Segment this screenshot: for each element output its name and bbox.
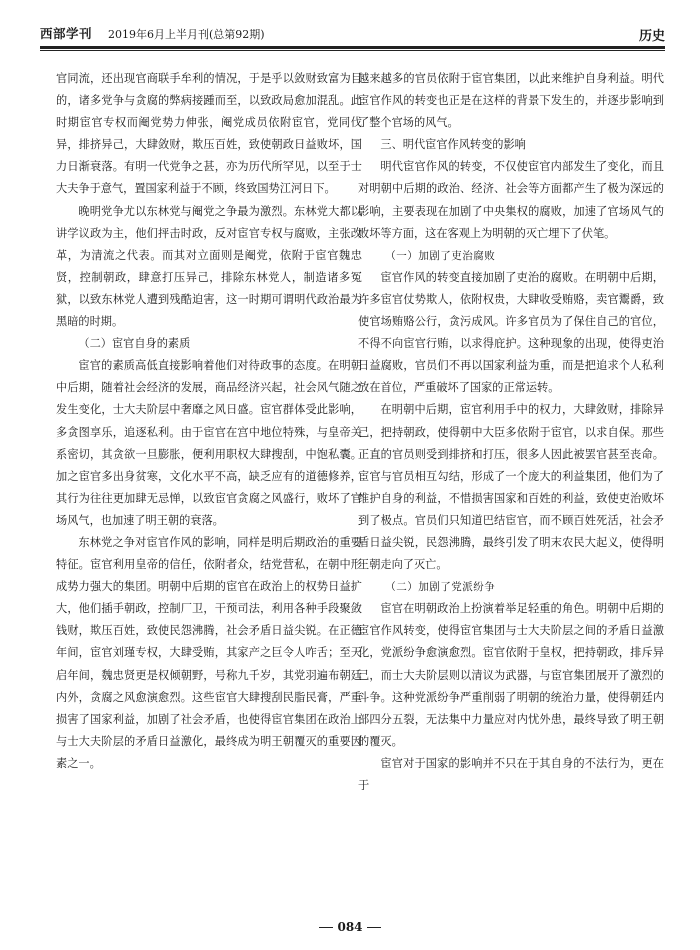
body-paragraph: 晚明党争尤以东林党与阉党之争最为激烈。东林党大都以讲学议政为主，他们抨击时政，反对宦官专权与腐败，主张改革，为清流之代表。而其对立面则是阉党，依附于宦官魏忠贤，控制朝政，肆意打压异己，排除东林党人，制造诸多冤狱，以致东林党人遭到残酷迫害，这一时期可谓明代政治最为黑暗的时期。 xyxy=(56,204,362,329)
body-paragraph: 东林党之争对宦官作风的影响，同样是明后期政治的重要特征。宦官利用皇帝的信任，依附者众，结党营私，在朝中形成势力强大的集团。明朝中后期的宦官在政治上的权势日益扩大，他们插手朝政，控制厂卫，干预司法，利用各种手段聚敛钱财，欺压百姓，致使民怨沸腾，社会矛盾日益尖锐。在正德年间，宦官刘瑾专权，大肆受贿，其家产之巨令人咋舌；至天启年间，魏忠贤更是权倾朝野，号称九千岁，其党羽遍布朝廷内外，贪腐之风愈演愈烈。这些宦官大肆搜刮民脂民膏，严重损害了国家利益，加剧了社会矛盾，也使得宦官集团在政治上与士大夫阶层的矛盾日益激化，最终成为明王朝覆灭的重要因素之一。 xyxy=(56,535,362,770)
page-header xyxy=(40,22,665,48)
page-footer xyxy=(0,920,700,934)
right-column xyxy=(358,68,664,916)
body-paragraph: 越来越多的官员依附于宦官集团，以此来维护自身利益。明代宦官作风的转变也正是在这样的背景下发生的，并逐步影响到了整个官场的风气。 xyxy=(358,72,664,130)
header-rule-thin xyxy=(40,50,665,51)
section-heading: （二）宦官自身的素质 xyxy=(78,337,191,351)
journal-name: 西部学刊 xyxy=(40,26,93,41)
body-paragraph: 官同流，还出现官商联手牟利的情况，于是乎以敛财致富为目的，诸多党争与贪腐的弊病接踵而至，以致政局愈加混乱。此时期宦官专权而阉党势力伸张，阉党成员依附宦官，党同伐异，排挤异己，大肆敛财，欺压百姓，致使朝政日益败坏，国力日渐衰落。有明一代党争之甚，亦为历代所罕见，以至于士大夫争于意气，置国家利益于不顾，终致国势江河日下。 xyxy=(56,72,362,196)
section-label: 历史 xyxy=(638,29,665,44)
subsection-heading: （二）加剧了党派纷争 xyxy=(385,581,496,594)
footer-dash-right xyxy=(367,927,381,928)
body-paragraph: 宦官在明朝政治上扮演着举足轻重的角色。明朝中后期的宦官作风转变，使得宦官集团与士大夫阶层之间的矛盾日益激化，党派纷争愈演愈烈。宦官依附于皇权，把持朝政，排斥异己，而士大夫阶层则以清议为武器，与宦官集团展开了激烈的斗争。这种党派纷争严重削弱了明朝的统治力量，使得朝廷内部四分五裂，无法集中力量应对内忧外患，最终导致了明王朝的覆灭。 xyxy=(358,602,664,748)
body-paragraph: 在明朝中后期，宦官利用手中的权力，大肆敛财，排除异己，把持朝政，使得朝中大臣多依附于宦官，以求自保。那些正直的官员则受到排挤和打压，很多人因此被罢官甚至丧命。宦官与官员相互勾结，形成了一个庞大的利益集团，他们为了维护自身的利益，不惜损害国家和百姓的利益，致使吏治败坏到了极点。官员们只知道巴结宦官，而不顾百姓死活，社会矛盾日益尖锐，民怨沸腾，最终引发了明末农民大起义，使得明王朝走向了灭亡。 xyxy=(358,403,664,572)
page-number: 084 xyxy=(337,920,363,934)
left-column xyxy=(56,68,362,916)
body-paragraph: 宦官的素质高低直接影响着他们对待政事的态度。在明朝中后期，随着社会经济的发展，商品经济兴起，社会风气随之发生变化，士大夫阶层中奢靡之风日盛。宦官群体受此影响，多贪图享乐，追逐私利。由于宦官在宫中地位特殊，与皇帝关系密切，其贪欲一旦膨胀，便利用职权大肆搜刮，中饱私囊。加之宦官多出身贫寒，文化水平不高，缺乏应有的道德修养，其行为往往更加肆无忌惮，以致宦官贪腐之风盛行，败坏了官场风气，也加速了明王朝的衰落。 xyxy=(56,359,362,527)
subsection-heading: （一）加剧了吏治腐败 xyxy=(385,249,496,262)
body-paragraph: 宦官作风的转变直接加剧了吏治的腐败。在明朝中后期，许多宦官仗势欺人，依附权贵，大肆收受贿赂，卖官鬻爵，致使官场贿赂公行，贪污成风。许多官员为了保住自己的官位，不得不向宦官行贿，以求得庇护。这种现象的出现，使得吏治日益腐败，官员们不再以国家利益为重，而是把追求个人私利放在首位，严重破坏了国家的正常运转。 xyxy=(358,270,664,395)
footer-dash-left xyxy=(319,927,333,928)
section-heading: 三、明代宦官作风转变的影响 xyxy=(380,138,526,152)
issue-info: 2019年6月上半月刊(总第92期) xyxy=(108,28,265,41)
body-paragraph: 明代宦官作风的转变，不仅使宦官内部发生了变化，而且对明朝中后期的政治、经济、社会等方面都产生了极为深远的影响，主要表现在加剧了中央集权的腐败，加速了官场风气的败坏等方面，这在客观上为明朝的灭亡埋下了伏笔。 xyxy=(358,160,664,240)
body-paragraph: 宦官对于国家的影响并不只在于其自身的不法行为，更在于 xyxy=(358,756,664,792)
header-rule-thick xyxy=(40,46,665,49)
